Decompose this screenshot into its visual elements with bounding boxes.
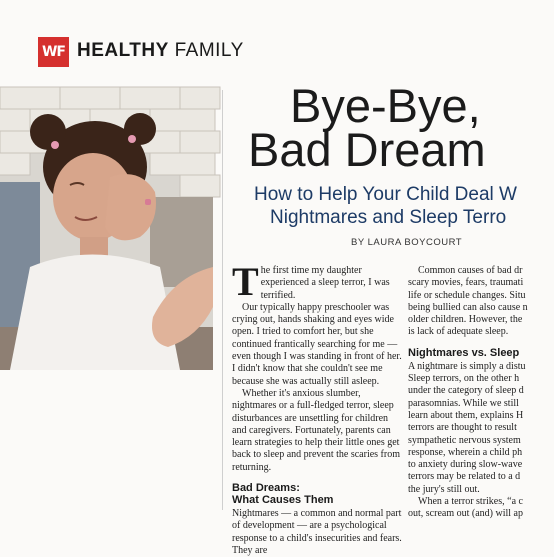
section-heading-nightmares: Nightmares vs. Sleep — [408, 346, 520, 359]
paragraph-2: Whether it's anxious slumber, nightmares or a full-fledged terror, sleep disturbances are unsettling for children and caregivers. Fortunately, parents can learn strategies to help their little ones get back to sleep and prevent the scaries from returning. — [232, 387, 400, 473]
paragraph-3: Nightmares — a common and normal part of development — are a psychological response to a child's insecurities and fears. They are — [232, 508, 402, 556]
col2-line: scary movies, fears, traumati — [408, 277, 524, 289]
paragraph-intro-text: he first time my daughter experienced a sleep terror, I was terrified. — [260, 265, 390, 301]
subtitle-line-1: How to Help Your Child Deal W — [254, 184, 517, 205]
col2-line: life or schedule changes. Situ — [408, 289, 526, 301]
article-subtitle — [254, 183, 554, 229]
col2-line: terrors may be related to a d — [408, 471, 521, 483]
paragraph-1b: Our typically happy preschooler was crying out, hands shaking and eyes wide open. I tried to comfort her, but she continued frantically searching for me — even though I was standing in front of her. I didn't know that she couldn't see me because she was actually still asleep. — [232, 301, 402, 387]
heading-line-1: Bad Dreams: — [232, 482, 300, 495]
col2-line: is lack of adequate sleep. — [408, 326, 509, 338]
magazine-brand — [77, 40, 244, 62]
col2-line: A nightmare is simply a distu — [408, 360, 526, 372]
heading-line-2: What Causes Them — [232, 494, 334, 507]
body-column-2 — [408, 265, 528, 520]
col2-line: Sleep terrors, on the other h — [408, 373, 520, 385]
logo-badge — [38, 37, 69, 67]
title-line-1: Bye-Bye, — [290, 79, 481, 132]
brand-bold: HEALTHY — [77, 40, 169, 61]
col2-line: older children. However, the — [408, 314, 523, 326]
col2-line: the jury's still out. — [408, 483, 480, 495]
col2-line: learn about them, explains H — [408, 409, 524, 421]
drop-cap: T — [232, 259, 259, 304]
col2-line: being bullied can also cause n — [408, 301, 528, 313]
brand-light: FAMILY — [174, 40, 244, 61]
col2-line: under the category of sleep d — [408, 385, 524, 397]
subtitle-line-2: Nightmares and Sleep Terro — [270, 207, 507, 228]
byline: BY LAURA BOYCOURT — [351, 237, 463, 248]
col2-line: parasomnias. While we still — [408, 397, 519, 409]
col2-line: out, scream out (and) will ap — [408, 508, 523, 520]
col2-line: sympathetic nervous system — [408, 434, 521, 446]
paragraph-intro — [232, 259, 402, 304]
col2-line: Common causes of bad dr — [418, 265, 523, 276]
article-photo — [0, 87, 213, 370]
col2-line: When a terror strikes, “a c — [418, 496, 523, 508]
col2-line: response, wherein a child ph — [408, 446, 523, 458]
section-heading-bad-dreams — [232, 482, 402, 506]
column-divider — [222, 90, 223, 510]
col2-line: terrors are thought to result — [408, 422, 517, 434]
logo-text: WF — [41, 44, 65, 60]
body-column-1 — [232, 259, 402, 557]
col2-line: to anxiety during slow-wave — [408, 459, 523, 471]
article-title — [248, 79, 548, 176]
title-line-2: Bad Dream — [248, 123, 486, 176]
